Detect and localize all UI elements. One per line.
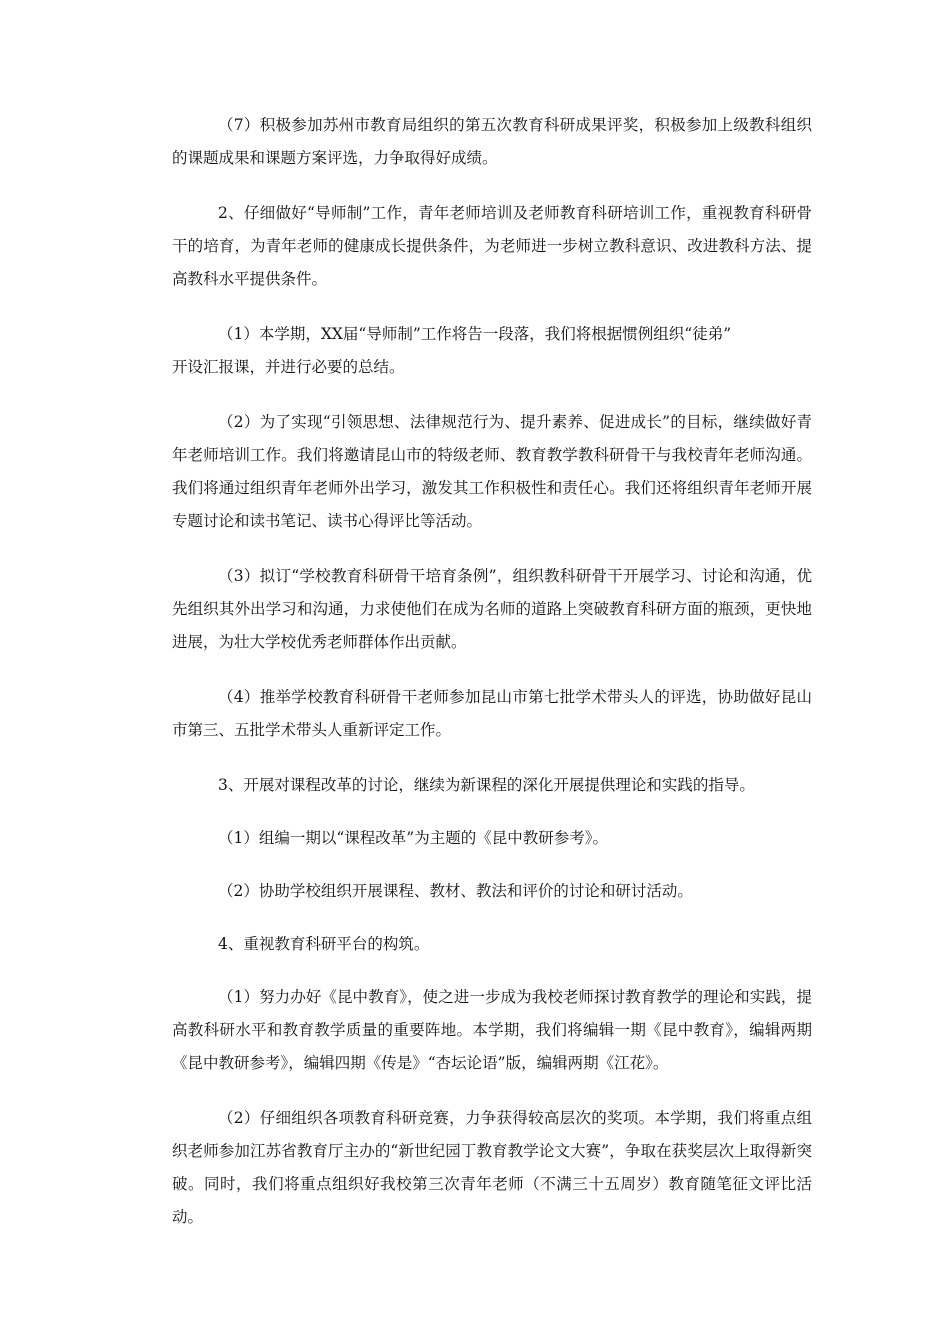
paragraph-2-2-young-teacher-training: （2）为了实现“引领思想、法律规范行为、提升素养、促进成长”的目标，继续做好青年老师培训工作。我们将邀请昆山市的特级老师、教育教学教科研骨干与我校青年老师沟通。我们将通过组织青年老师外出学习，激发其工作积极性和责任心。我们还将组织青年老师开展专题讨论和读书笔记、读书心得评比等活动。 xyxy=(172,413,812,530)
paragraph-2-mentor-system: 2、仔细做好“导师制”工作，青年老师培训及老师教育科研培训工作，重视教育科研骨干的培育，为青年老师的健康成长提供条件，为老师进一步树立教科意识、改进教科方法、提高教科水平提供条件。 xyxy=(172,204,812,288)
paragraph-7-research-awards: （7）积极参加苏州市教育局组织的第五次教育科研成果评奖，积极参加上级教科组织的课题成果和课题方案评选，力争取得好成绩。 xyxy=(172,116,812,167)
paragraph-3-curriculum-reform: 3、开展对课程改革的讨论，继续为新课程的深化开展提供理论和实践的指导。 xyxy=(218,776,755,794)
paragraph-2-3-backbone-regulation: （3）拟订“学校教育科研骨干培育条例”，组织教科研骨干开展学习、讨论和沟通，优先组织其外出学习和沟通，力求使他们在成为名师的道路上突破教育科研方面的瓶颈，更快地进展，为壮大学校优秀老师群体作出贡献。 xyxy=(172,567,812,651)
paragraph-4-research-platform: 4、重视教育科研平台的构筑。 xyxy=(218,935,430,953)
paragraph-2-4-academic-leader: （4）推举学校教育科研骨干老师参加昆山市第七批学术带头人的评选，协助做好昆山市第三、五批学术带头人重新评定工作。 xyxy=(172,688,812,739)
paragraph-2-1-apprentice-report: （1）本学期，XX届“导师制”工作将告一段落，我们将根据惯例组织“徒弟” 开设汇报课，并进行必要的总结。 xyxy=(172,325,732,376)
paragraph-3-1-research-reference: （1）组编一期以“课程改革”为主题的《昆中教研参考》。 xyxy=(218,829,608,847)
paragraph-4-2-research-competitions: （2）仔细组织各项教育科研竞赛，力争获得较高层次的奖项。本学期，我们将重点组织老师参加江苏省教育厅主办的“新世纪园丁教育教学论文大赛”，争取在获奖层次上取得新突破。同时，我们将重点组织好我校第三次青年老师（不满三十五周岁）教育随笔征文评比活动。 xyxy=(172,1109,812,1226)
paragraph-4-1-kunzhong-education: （1）努力办好《昆中教育》，使之进一步成为我校老师探讨教育教学的理论和实践，提高教科研水平和教育教学质量的重要阵地。本学期，我们将编辑一期《昆中教育》，编辑两期《昆中教研参考》，编辑四期《传是》“杏坛论语”版，编辑两期《江花》。 xyxy=(172,988,812,1072)
document-body xyxy=(172,109,812,1256)
paragraph-3-2-teaching-activities: （2）协助学校组织开展课程、教材、教法和评价的讨论和研讨活动。 xyxy=(218,882,693,900)
